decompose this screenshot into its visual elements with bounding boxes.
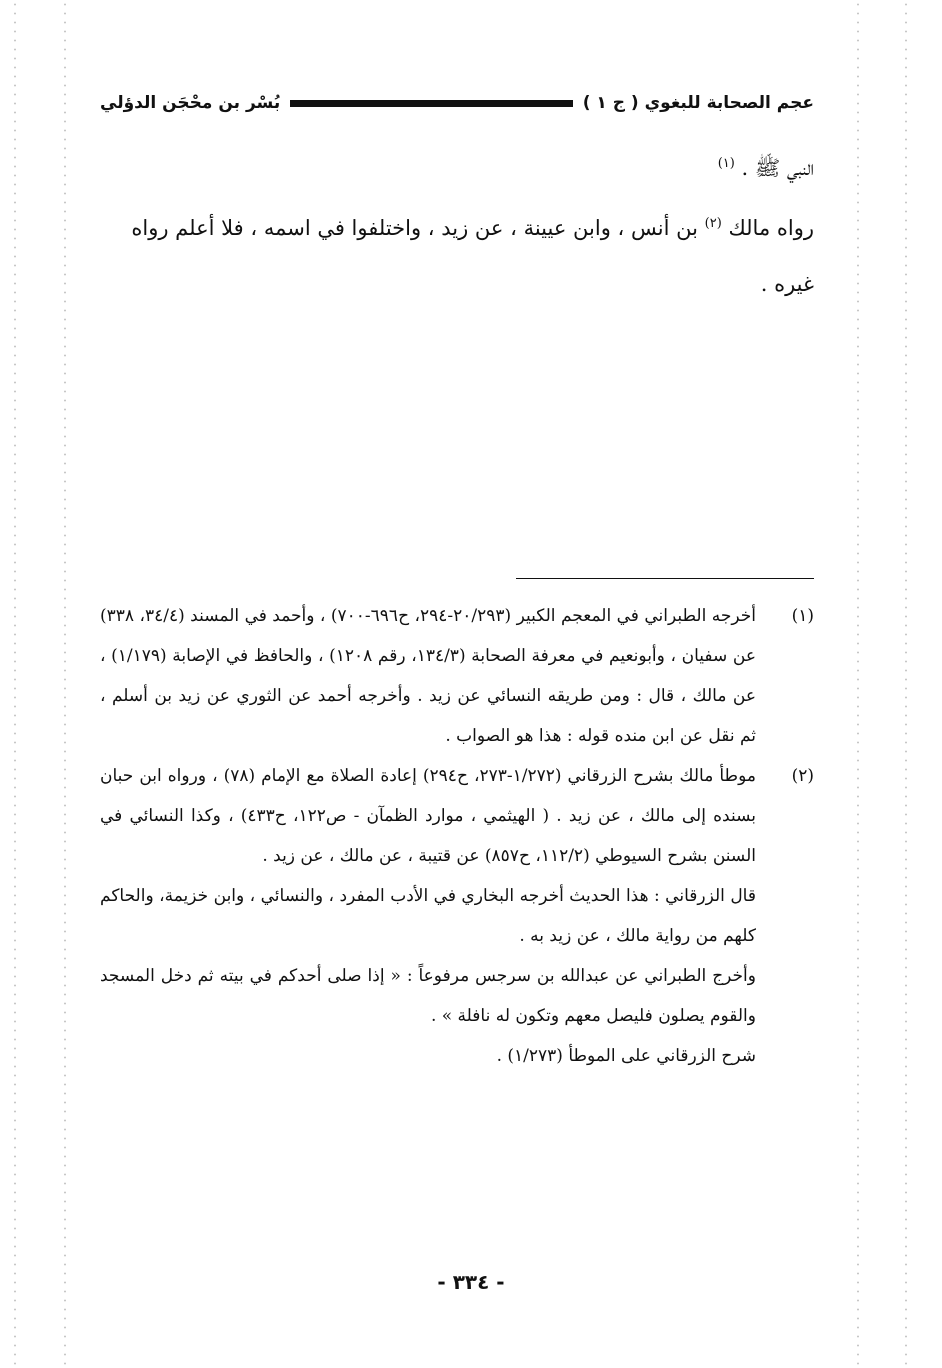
footnote-2-comment: قال الزرقاني : هذا الحديث أخرجه البخاري في الأدب المفرد ، والنسائي ، وابن خزيمة، والحاكم كلهم من رواية مالك ، عن زيد به .	[100, 886, 756, 946]
main-paragraph: رواه مالك $^{(٢)}$ بن أنس ، وابن عيينة ، عن زيد ، واختلفوا في اسمه ، فلا أعلم رواه غيره .	[131, 216, 814, 296]
main-text	[100, 140, 814, 312]
footnotes	[100, 596, 814, 1076]
footnote-2-source: شرح الزرقاني على الموطأ (١/٢٧٣) .	[496, 1046, 756, 1066]
scan-dot-line	[14, 0, 16, 1368]
scan-dot-line	[905, 0, 907, 1368]
header-book-title: عجم الصحابة للبغوي ( ج ١ )	[582, 93, 814, 113]
footnote-ref-1: (١)	[717, 156, 735, 171]
footnote-2	[100, 756, 814, 876]
header-entry-name: بُسْر بن محْجَن الدؤلي	[100, 93, 281, 113]
header-rule	[290, 100, 573, 107]
footnote-text: موطأ مالك بشرح الزرقاني (١/٢٧٢-٢٧٣، ح٢٩٤) إعادة الصلاة مع الإمام (٧٨) ، ورواه ابن حبان بسنده إلى مالك ، عن زيد . ( الهيثمي ، موارد الظمآن - ص١٢٢، ح٤٣٣) ، وكذا النسائي في السنن بشرح السيوطي (١١٢/٢، ح٨٥٧) عن قتيبة ، عن مالك ، عن زيد .	[100, 766, 756, 866]
running-header	[100, 88, 814, 118]
page-number: - ٣٣٤ -	[437, 1270, 505, 1294]
footnote-number: (١)	[791, 606, 814, 626]
footnote-2-tabarani: وأخرج الطبراني عن عبدالله بن سرجس مرفوعاً : « إذا صلى أحدكم في بيته ثم دخل المسجد والقوم يصلون فليصل معهم وتكون له نافلة » .	[100, 966, 756, 1026]
footnote-ref-2: (٢)	[704, 216, 722, 231]
footnote-divider	[516, 578, 814, 579]
main-line-1: النبي ﷺ . $^{(١)}$	[717, 156, 814, 180]
footnote-number: (٢)	[791, 766, 814, 786]
scan-dot-line	[857, 0, 859, 1368]
footnote-text: أخرجه الطبراني في المعجم الكبير (٢٠/٢٩٣-٢٩٤، ح٦٩٦-٧٠٠) ، وأحمد في المسند (٣٤/٤، ٣٣٨) عن سفيان ، وأبونعيم في معرفة الصحابة (١٣٤/٣، رقم ١٢٠٨) ، والحافظ في الإصابة (١/١٧٩) ، عن مالك ، قال : ومن طريقه النسائي عن زيد . وأخرجه أحمد عن الثوري عن زيد بن أسلم ، ثم نقل عن ابن منده قوله : هذا هو الصواب .	[100, 606, 756, 746]
footnote-1	[100, 596, 814, 756]
scan-dot-line	[64, 0, 66, 1368]
